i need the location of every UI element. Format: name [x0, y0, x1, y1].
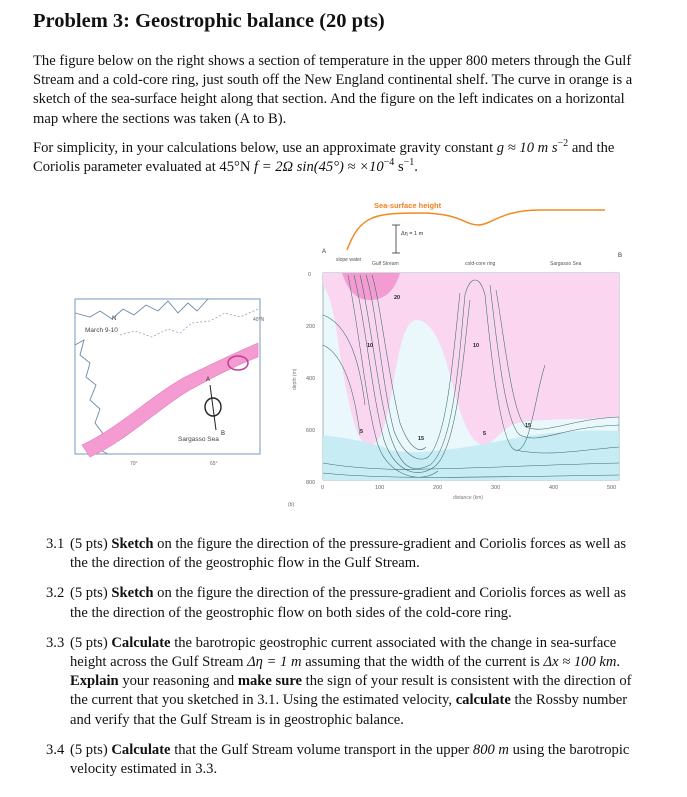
contour-label: 10	[473, 343, 480, 349]
gulf-stream-label: Gulf Stream	[372, 261, 399, 267]
map-frame	[75, 299, 260, 454]
question-text: the Rossby number and verify that the Gulf Stream is in geostrophic balance.	[70, 692, 628, 728]
section-y-ticks	[306, 272, 315, 486]
contour-label: 10	[367, 343, 374, 349]
contour-label: 15	[418, 436, 425, 442]
question-3-4	[33, 741, 645, 779]
ssh-curve	[347, 210, 605, 250]
x-tick: 100	[375, 485, 385, 491]
question-text: that the Gulf Stream volume transport in the upper	[170, 741, 473, 758]
ssh-title: Sea-surface height	[374, 201, 442, 210]
question-verb: Explain	[70, 673, 119, 690]
question-text: assuming that the width of the current is	[301, 654, 544, 671]
simplicity-end: .	[414, 159, 418, 176]
contour-label: 15	[525, 423, 532, 429]
slope-water-label: slope water	[336, 257, 362, 263]
simplicity-mid: and the Coriolis parameter evaluated at 45°N	[33, 140, 615, 176]
question-text: .	[616, 654, 621, 671]
x-tick: 500	[607, 485, 617, 491]
contour-label: 20	[394, 295, 401, 301]
coriolis-expression: f = 2Ω sin(45°) ≈ ×10	[254, 159, 384, 176]
panel-b-label: (b)	[288, 502, 295, 508]
section-point-b: B	[618, 253, 623, 259]
math-delta-x: Δx ≈ 100 km	[543, 654, 617, 671]
section-x-ticks	[321, 485, 616, 491]
y-tick: 600	[306, 428, 316, 434]
question-text: on the figure the direction of the pressure-gradient and Coriolis forces as well as the the direction of the geostrophic flow in the Gulf Stream.	[70, 536, 627, 572]
question-points: (5 pts)	[70, 741, 112, 758]
contour-label: 5	[360, 429, 364, 435]
section-point-a: A	[322, 249, 327, 255]
x-tick: 400	[549, 485, 559, 491]
coriolis-exponent: −4	[383, 157, 395, 169]
figure	[60, 195, 625, 525]
question-list	[33, 535, 645, 790]
question-verb: Calculate	[111, 741, 171, 758]
distance-axis-label: distance (km)	[453, 495, 484, 501]
question-number: 3.4	[46, 741, 65, 758]
y-tick: 200	[306, 324, 316, 330]
simplicity-paragraph	[33, 139, 645, 177]
question-points: (5 pts)	[70, 536, 112, 552]
question-3-3	[33, 634, 645, 730]
gravity-exponent: −2	[557, 138, 569, 150]
x-tick: 200	[433, 485, 443, 491]
question-text: using the barotropic velocity estimated in 3.3.	[70, 741, 630, 778]
question-points: (5 pts)	[70, 634, 112, 651]
contour-label: 5	[483, 431, 487, 437]
question-points: (5 pts)	[70, 585, 112, 602]
delta-eta-label: Δη = 1 m	[401, 231, 424, 237]
y-tick: 400	[306, 376, 316, 382]
x-tick: 300	[491, 485, 501, 491]
coriolis-unit-exponent: −1	[403, 157, 415, 169]
map-point-a: A	[206, 377, 211, 383]
map-lon-label-2: 65°	[210, 461, 218, 467]
math-depth: 800 m	[472, 741, 509, 758]
intro-paragraph: The figure below on the right shows a section of temperature in the upper 800 meters through the Gulf Stream and a cold-core ring, just south off the New England continental shelf. The curve in orange is a sketch of the sea-surface height along that section. And the figure on the left indicates on a horizontal map where the sections was taken (A to B).	[33, 53, 633, 127]
question-number: 3.1	[46, 536, 65, 552]
map-lon-label-1: 70°	[130, 461, 138, 467]
depth-axis-label: depth (m)	[292, 368, 298, 390]
question-3-2	[33, 584, 645, 622]
question-verb: Calculate	[111, 634, 171, 651]
simplicity-lead: For simplicity, in your calculations below, use an approximate gravity constant	[33, 140, 497, 156]
question-number: 3.3	[46, 634, 65, 651]
gravity-expression: g ≈ 10 m s	[496, 140, 558, 156]
question-number: 3.2	[46, 585, 65, 602]
x-tick: 0	[321, 485, 325, 491]
question-text: the sign of your result is consistent with the direction of the current that you sketched in 3.1. Using the estimated velocity,	[70, 673, 632, 709]
problem-title: Problem 3: Geostrophic balance (20 pts)	[33, 10, 385, 32]
map-date: March 9-10	[85, 327, 118, 334]
question-verb: Sketch	[111, 536, 154, 552]
question-verb: Sketch	[111, 585, 154, 602]
coriolis-unit: s	[394, 159, 404, 176]
math-delta-eta: Δη = 1 m	[247, 654, 302, 671]
question-text: on the figure the direction of the pressure-gradient and Coriolis forces as well as the the direction of the geostrophic flow on both sides of the cold-core ring.	[70, 585, 627, 621]
question-text: your reasoning and	[118, 673, 238, 690]
map-point-b: B	[221, 431, 226, 437]
cold-core-label: cold-core ring	[465, 261, 496, 267]
section-sargasso-label: Sargasso Sea	[550, 261, 582, 267]
map-north-label: N	[112, 316, 117, 322]
y-tick: 0	[308, 272, 312, 278]
question-verb: calculate	[455, 692, 511, 709]
location-map	[75, 299, 265, 467]
map-sargasso-label: Sargasso Sea	[178, 436, 219, 443]
y-tick: 800	[306, 480, 316, 486]
question-text: the barotropic geostrophic current associated with the change in sea-surface height across the Gulf Stream	[70, 634, 617, 671]
temperature-section	[288, 201, 622, 508]
question-verb: make sure	[237, 673, 303, 690]
map-lat-label: 40°N	[253, 317, 265, 323]
question-3-1	[33, 535, 645, 573]
